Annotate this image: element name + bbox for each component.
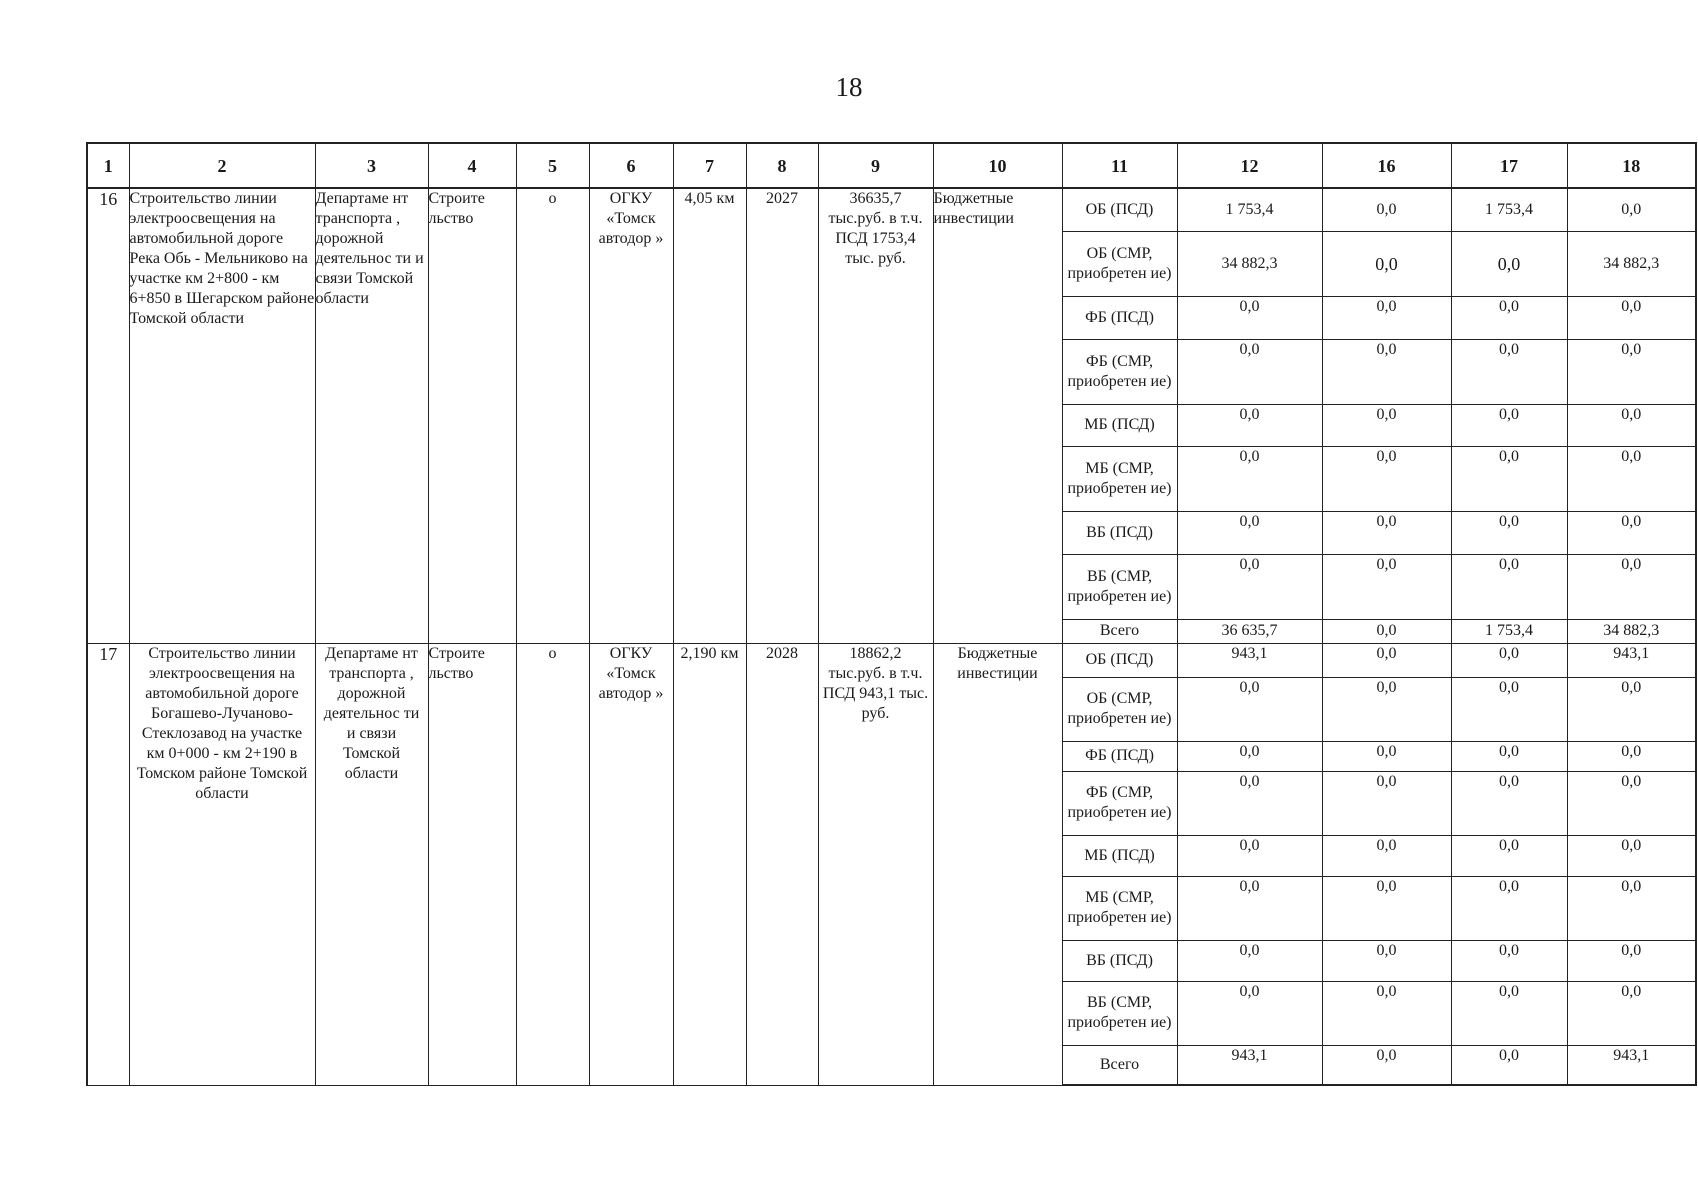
finance-source: МБ (СМР, приобретен ие) xyxy=(1062,876,1177,940)
finance-source: Всего xyxy=(1062,619,1177,643)
header-cell: 10 xyxy=(933,143,1062,188)
value-col12: 0,0 xyxy=(1177,554,1322,619)
col5-value: о xyxy=(516,643,589,1085)
value-col12: 0,0 xyxy=(1177,446,1322,511)
value-col16: 0,0 xyxy=(1322,1045,1451,1085)
header-cell: 3 xyxy=(315,143,428,188)
value-col12: 0,0 xyxy=(1177,835,1322,876)
value-col17: 0,0 xyxy=(1451,404,1567,446)
value-col16: 0,0 xyxy=(1322,511,1451,554)
value-col18: 0,0 xyxy=(1567,771,1696,835)
value-col17: 0,0 xyxy=(1451,741,1567,771)
finance-source: Всего xyxy=(1062,1045,1177,1085)
value-col17: 1 753,4 xyxy=(1451,188,1567,231)
value-col18: 0,0 xyxy=(1567,835,1696,876)
value-col12: 1 753,4 xyxy=(1177,188,1322,231)
header-cell: 6 xyxy=(589,143,673,188)
table-row xyxy=(87,188,1696,231)
length: 2,190 км xyxy=(673,643,746,1085)
finance-source: ОБ (СМР, приобретен ие) xyxy=(1062,231,1177,296)
investment-type: Бюджетные инвестиции xyxy=(933,188,1062,643)
table-row xyxy=(87,643,1696,677)
finance-source: МБ (ПСД) xyxy=(1062,404,1177,446)
length: 4,05 км xyxy=(673,188,746,643)
value-col18: 0,0 xyxy=(1567,554,1696,619)
object-name: Строительство линии электроосвещения на автомобильной дороге Богашево-Лучаново-Стеклозавод на участке км 0+000 - км 2+190 в Томском районе Томской области xyxy=(129,643,315,1085)
value-col18: 0,0 xyxy=(1567,677,1696,741)
value-col16: 0,0 xyxy=(1322,231,1451,296)
page-number: 18 xyxy=(835,72,863,102)
value-col18: 0,0 xyxy=(1567,876,1696,940)
value-col18: 0,0 xyxy=(1567,981,1696,1045)
value-col12: 0,0 xyxy=(1177,339,1322,404)
value-col18: 0,0 xyxy=(1567,296,1696,339)
value-col18: 34 882,3 xyxy=(1567,231,1696,296)
finance-source: МБ (ПСД) xyxy=(1062,835,1177,876)
customer: ОГКУ «Томск автодор » xyxy=(589,188,673,643)
value-col16: 0,0 xyxy=(1322,446,1451,511)
investment-table xyxy=(86,142,1697,1086)
value-col12: 0,0 xyxy=(1177,876,1322,940)
value-col18: 34 882,3 xyxy=(1567,619,1696,643)
header-cell: 1 xyxy=(87,143,129,188)
value-col17: 0,0 xyxy=(1451,1045,1567,1085)
finance-source: ОБ (ПСД) xyxy=(1062,643,1177,677)
value-col12: 0,0 xyxy=(1177,296,1322,339)
value-col17: 1 753,4 xyxy=(1451,619,1567,643)
header-cell: 9 xyxy=(818,143,933,188)
value-col16: 0,0 xyxy=(1322,339,1451,404)
finance-source: ФБ (ПСД) xyxy=(1062,741,1177,771)
year: 2027 xyxy=(746,188,818,643)
value-col12: 0,0 xyxy=(1177,404,1322,446)
value-col16: 0,0 xyxy=(1322,188,1451,231)
value-col17: 0,0 xyxy=(1451,339,1567,404)
value-col17: 0,0 xyxy=(1451,554,1567,619)
value-col12: 0,0 xyxy=(1177,677,1322,741)
header-cell: 2 xyxy=(129,143,315,188)
finance-source: ОБ (ПСД) xyxy=(1062,188,1177,231)
value-col18: 0,0 xyxy=(1567,940,1696,981)
value-col17: 0,0 xyxy=(1451,981,1567,1045)
header-cell: 5 xyxy=(516,143,589,188)
finance-source: ВБ (ПСД) xyxy=(1062,511,1177,554)
header-cell: 8 xyxy=(746,143,818,188)
value-col16: 0,0 xyxy=(1322,296,1451,339)
row-index: 16 xyxy=(87,188,129,643)
value-col12: 0,0 xyxy=(1177,981,1322,1045)
value-col12: 943,1 xyxy=(1177,1045,1322,1085)
finance-source: ФБ (СМР, приобретен ие) xyxy=(1062,771,1177,835)
value-col17: 0,0 xyxy=(1451,231,1567,296)
cost: 18862,2 тыс.руб. в т.ч. ПСД 943,1 тыс. руб. xyxy=(818,643,933,1085)
value-col18: 943,1 xyxy=(1567,643,1696,677)
finance-source: ВБ (СМР, приобретен ие) xyxy=(1062,554,1177,619)
value-col12: 0,0 xyxy=(1177,741,1322,771)
finance-source: ФБ (ПСД) xyxy=(1062,296,1177,339)
object-name: Строительство линии электроосвещения на автомобильной дороге Река Обь - Мельниково на участке км 2+800 - км 6+850 в Шегарском районе Томской области xyxy=(129,188,315,643)
investment-type: Бюджетные инвестиции xyxy=(933,643,1062,1085)
value-col17: 0,0 xyxy=(1451,511,1567,554)
department: Департаме нт транспорта , дорожной деятельнос ти и связи Томской области xyxy=(315,188,428,643)
finance-source: МБ (СМР, приобретен ие) xyxy=(1062,446,1177,511)
value-col12: 0,0 xyxy=(1177,511,1322,554)
value-col12: 36 635,7 xyxy=(1177,619,1322,643)
value-col17: 0,0 xyxy=(1451,677,1567,741)
header-row xyxy=(87,143,1696,188)
customer: ОГКУ «Томск автодор » xyxy=(589,643,673,1085)
cost: 36635,7 тыс.руб. в т.ч. ПСД 1753,4 тыс. руб. xyxy=(818,188,933,643)
value-col18: 0,0 xyxy=(1567,404,1696,446)
value-col18: 0,0 xyxy=(1567,511,1696,554)
header-cell: 16 xyxy=(1322,143,1451,188)
value-col16: 0,0 xyxy=(1322,554,1451,619)
value-col16: 0,0 xyxy=(1322,643,1451,677)
col5-value: о xyxy=(516,188,589,643)
value-col12: 943,1 xyxy=(1177,643,1322,677)
value-col18: 0,0 xyxy=(1567,446,1696,511)
value-col16: 0,0 xyxy=(1322,981,1451,1045)
value-col12: 0,0 xyxy=(1177,940,1322,981)
value-col12: 0,0 xyxy=(1177,771,1322,835)
value-col16: 0,0 xyxy=(1322,677,1451,741)
value-col17: 0,0 xyxy=(1451,835,1567,876)
header-cell: 7 xyxy=(673,143,746,188)
value-col17: 0,0 xyxy=(1451,771,1567,835)
header-cell: 11 xyxy=(1062,143,1177,188)
finance-source: ВБ (ПСД) xyxy=(1062,940,1177,981)
value-col16: 0,0 xyxy=(1322,404,1451,446)
value-col12: 34 882,3 xyxy=(1177,231,1322,296)
header-cell: 17 xyxy=(1451,143,1567,188)
value-col16: 0,0 xyxy=(1322,876,1451,940)
year: 2028 xyxy=(746,643,818,1085)
row-index: 17 xyxy=(87,643,129,1085)
finance-source: ФБ (СМР, приобретен ие) xyxy=(1062,339,1177,404)
department: Департаме нт транспорта , дорожной деятельнос ти и связи Томской области xyxy=(315,643,428,1085)
value-col17: 0,0 xyxy=(1451,940,1567,981)
value-col16: 0,0 xyxy=(1322,835,1451,876)
value-col18: 0,0 xyxy=(1567,741,1696,771)
value-col17: 0,0 xyxy=(1451,876,1567,940)
header-cell: 18 xyxy=(1567,143,1696,188)
value-col18: 0,0 xyxy=(1567,339,1696,404)
header-cell: 12 xyxy=(1177,143,1322,188)
header-cell: 4 xyxy=(428,143,516,188)
value-col16: 0,0 xyxy=(1322,771,1451,835)
value-col17: 0,0 xyxy=(1451,296,1567,339)
value-col18: 0,0 xyxy=(1567,188,1696,231)
work-type: Строите льство xyxy=(428,643,516,1085)
finance-source: ОБ (СМР, приобретен ие) xyxy=(1062,677,1177,741)
finance-source: ВБ (СМР, приобретен ие) xyxy=(1062,981,1177,1045)
value-col17: 0,0 xyxy=(1451,446,1567,511)
value-col18: 943,1 xyxy=(1567,1045,1696,1085)
value-col16: 0,0 xyxy=(1322,619,1451,643)
value-col17: 0,0 xyxy=(1451,643,1567,677)
work-type: Строите льство xyxy=(428,188,516,643)
value-col16: 0,0 xyxy=(1322,741,1451,771)
value-col16: 0,0 xyxy=(1322,940,1451,981)
